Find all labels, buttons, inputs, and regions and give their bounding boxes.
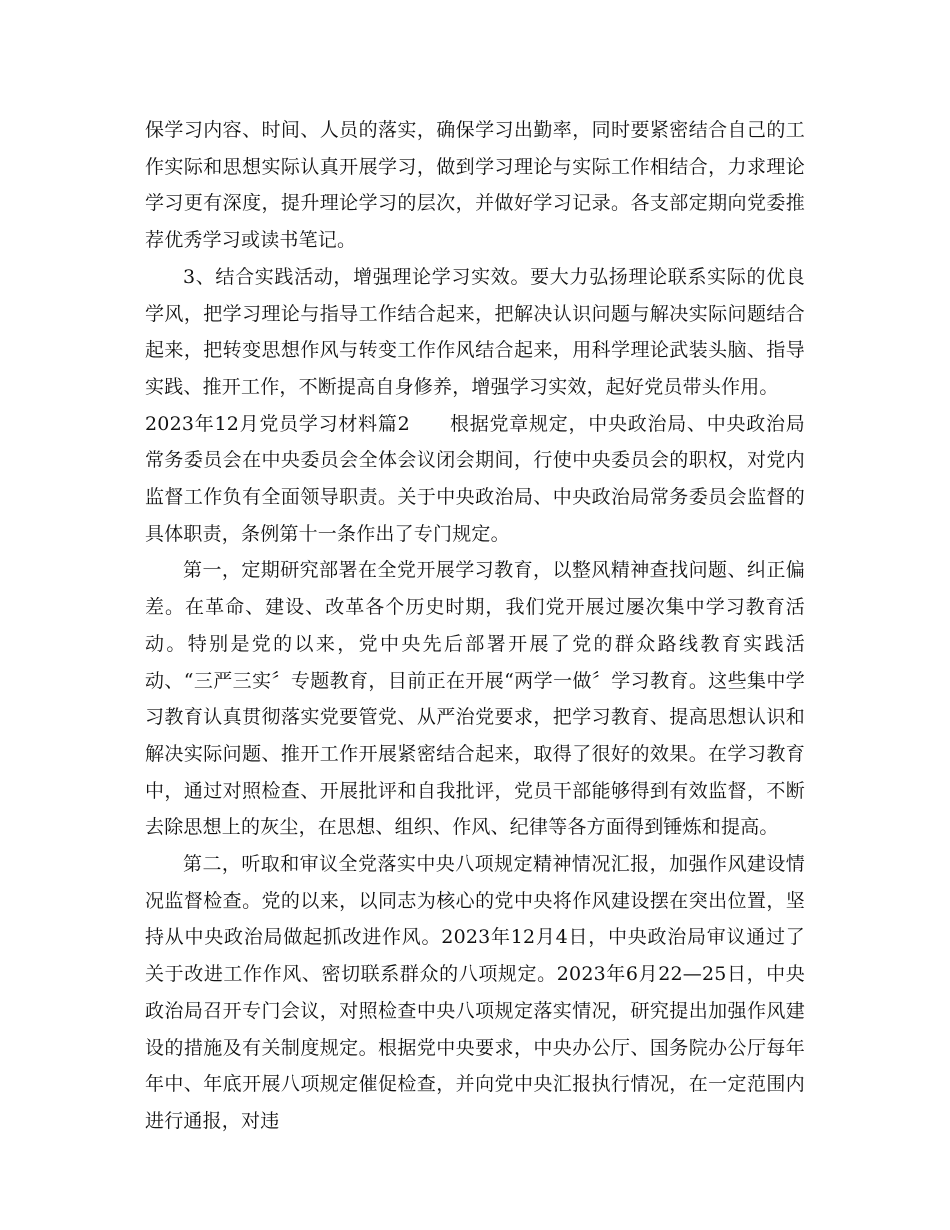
paragraph-second-point: 第二，听取和审议全党落实中央八项规定精神情况汇报，加强作风建设情况监督检查。党的以来，以同志为核心的党中央将作风建设摆在突出位置，坚持从中央政治局做起抓改进作风。2023年12月4日，中央政治局审议通过了关于改进工作作风、密切联系群众的八项规定。2023年6月22—25日，中央政治局召开专门会议，对照检查中央八项规定落实情况，研究提出加强作风建设的措施及有关制度规定。根据党中央要求，中央办公厅、国务院办公厅每年年中、年底开展八项规定催促检查，并向党中央汇报执行情况，在一定范围内进行通报，对违 <box>145 853 805 1132</box>
document-body <box>145 112 805 1140</box>
paragraph-practice-activities: 3、结合实践活动，增强理论学习实效。要大力弘扬理论联系实际的优良学风，把学习理论与指导工作结合起来，把解决认识问题与解决实际问题结合起来，把转变思想作风与转变工作作风结合起来，用科学理论武装头脑、指导实践、推开工作，不断提高自身修养，增强学习实效，起好党员带头作用。 <box>145 265 805 398</box>
paragraph-section-heading-part2: 2023年12月党员学习材料篇2 根据党章规定，中央政治局、中央政治局常务委员会在中央委员会全体会议闭会期间，行使中央委员会的职权，对党内监督工作负有全面领导职责。关于中央政治局、中央政治局常务委员会监督的具体职责，条例第十一条作出了专门规定。 <box>145 412 805 545</box>
paragraph-continuation: 保学习内容、时间、人员的落实，确保学习出勤率，同时要紧密结合自己的工作实际和思想实际认真开展学习，做到学习理论与实际工作相结合，力求理论学习更有深度，提升理论学习的层次，并做好学习记录。各支部定期向党委推荐优秀学习或读书笔记。 <box>145 119 805 252</box>
paragraph-first-point: 第一，定期研究部署在全党开展学习教育，以整风精神查找问题、纠正偏差。在革命、建设、改革各个历史时期，我们党开展过屡次集中学习教育活动。特别是党的以来，党中央先后部署开展了党的群众路线教育实践活动、“三严三实〞专题教育，目前正在开展“两学一做〞学习教育。这些集中学习教育认真贯彻落实党要管党、从严治党要求，把学习教育、提高思想认识和解决实际问题、推开工作开展紧密结合起来，取得了很好的效果。在学习教育中，通过对照检查、开展批评和自我批评，党员干部能够得到有效监督，不断去除思想上的灰尘，在思想、组织、作风、纪律等各方面得到锤炼和提高。 <box>145 559 805 839</box>
